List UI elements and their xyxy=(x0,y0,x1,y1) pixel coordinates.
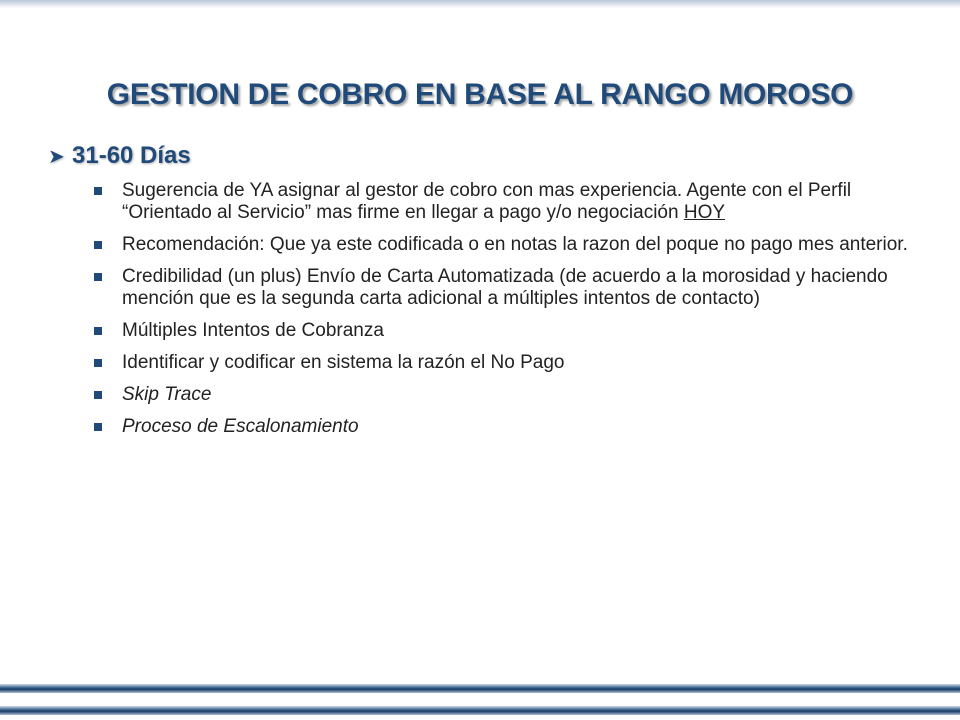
list-item xyxy=(48,234,908,256)
slide-title: GESTION DE COBRO EN BASE AL RANGO MOROSO xyxy=(106,78,854,111)
bullet-text: Múltiples Intentos de Cobranza xyxy=(122,320,384,341)
square-bullet-icon xyxy=(94,391,102,399)
bullet-list xyxy=(48,180,908,438)
bullet-text: Identificar y codificar en sistema la razón el No Pago xyxy=(122,352,565,373)
top-border xyxy=(0,0,960,8)
bullet-text: Sugerencia de YA asignar al gestor de cobro con mas experiencia. Agente con el Perfil “Orientado al Servicio” mas firme en llegar a pago y/o negociación xyxy=(122,180,852,223)
list-item xyxy=(48,180,908,224)
bullet-text: Recomendación: Que ya este codificada o en notas la razon del poque no pago mes anterior. xyxy=(122,234,908,255)
square-bullet-icon xyxy=(94,273,102,281)
square-bullet-icon xyxy=(94,241,102,249)
bullet-text: Skip Trace xyxy=(122,384,212,405)
bullet-text: Credibilidad (un plus) Envío de Carta Automatizada (de acuerdo a la morosidad y haciendo mención que es la segunda carta adicional a múltiples intentos de contacto) xyxy=(122,266,888,309)
section-heading: 31-60 Días xyxy=(72,142,191,169)
square-bullet-icon xyxy=(94,187,102,195)
slide-content xyxy=(48,142,908,448)
footer-band-upper xyxy=(0,684,960,693)
square-bullet-icon xyxy=(94,423,102,431)
section-heading-row xyxy=(48,142,908,170)
list-item xyxy=(48,266,908,310)
list-item xyxy=(48,320,908,342)
footer-band-lower xyxy=(0,706,960,715)
bullet-emphasis-text: HOY xyxy=(683,202,726,223)
list-item xyxy=(48,384,908,406)
list-item xyxy=(48,352,908,374)
list-item xyxy=(48,416,908,438)
square-bullet-icon xyxy=(94,327,102,335)
arrow-bullet-icon: ➤ xyxy=(48,146,65,168)
square-bullet-icon xyxy=(94,359,102,367)
bullet-text: Proceso de Escalonamiento xyxy=(122,416,359,437)
